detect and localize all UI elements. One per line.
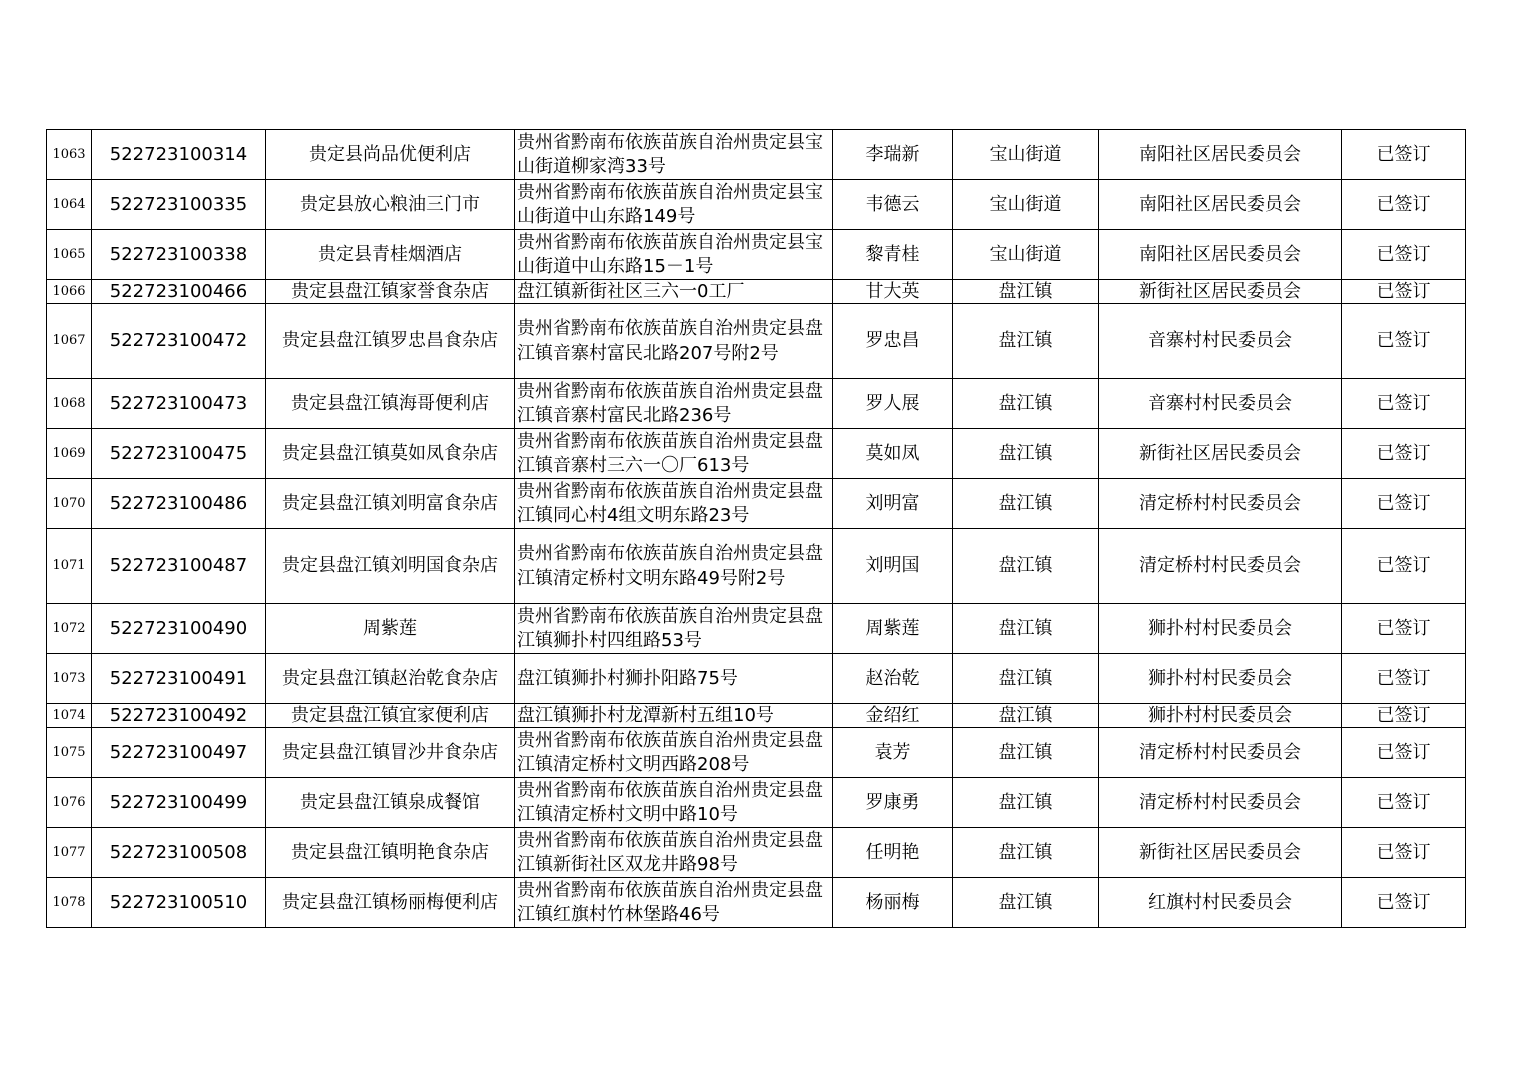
sign-status: 已签订: [1342, 280, 1466, 304]
store-address: 贵州省黔南布依族苗族自治州贵定县盘江镇红旗村竹林堡路46号: [515, 878, 833, 928]
store-address: 贵州省黔南布依族苗族自治州贵定县宝山街道中山东路149号: [515, 180, 833, 230]
committee-name: 南阳社区居民委员会: [1099, 230, 1342, 280]
committee-name: 狮扑村村民委员会: [1099, 704, 1342, 728]
owner-name: 罗人展: [833, 379, 953, 429]
owner-name: 罗康勇: [833, 778, 953, 828]
store-name: 周紫莲: [266, 604, 515, 654]
row-index: 1063: [47, 130, 92, 180]
store-name: 贵定县盘江镇海哥便利店: [266, 379, 515, 429]
license-code: 522723100472: [92, 304, 266, 379]
town-name: 盘江镇: [953, 304, 1099, 379]
license-code: 522723100475: [92, 429, 266, 479]
owner-name: 刘明国: [833, 529, 953, 604]
committee-name: 新街社区居民委员会: [1099, 828, 1342, 878]
store-address: 贵州省黔南布依族苗族自治州贵定县宝山街道柳家湾33号: [515, 130, 833, 180]
table-row: [47, 654, 1466, 704]
committee-name: 新街社区居民委员会: [1099, 280, 1342, 304]
store-name: 贵定县盘江镇冒沙井食杂店: [266, 728, 515, 778]
committee-name: 新街社区居民委员会: [1099, 429, 1342, 479]
store-address: 贵州省黔南布依族苗族自治州贵定县盘江镇音寨村富民北路207号附2号: [515, 304, 833, 379]
town-name: 宝山街道: [953, 130, 1099, 180]
table-row: [47, 379, 1466, 429]
owner-name: 任明艳: [833, 828, 953, 878]
committee-name: 狮扑村村民委员会: [1099, 654, 1342, 704]
store-name: 贵定县尚品优便利店: [266, 130, 515, 180]
store-name: 贵定县盘江镇杨丽梅便利店: [266, 878, 515, 928]
row-index: 1070: [47, 479, 92, 529]
owner-name: 金绍红: [833, 704, 953, 728]
sign-status: 已签订: [1342, 604, 1466, 654]
owner-name: 赵治乾: [833, 654, 953, 704]
committee-name: 南阳社区居民委员会: [1099, 180, 1342, 230]
owner-name: 李瑞新: [833, 130, 953, 180]
table-row: [47, 304, 1466, 379]
row-index: 1074: [47, 704, 92, 728]
store-address: 贵州省黔南布依族苗族自治州贵定县盘江镇同心村4组文明东路23号: [515, 479, 833, 529]
row-index: 1066: [47, 280, 92, 304]
store-name: 贵定县盘江镇刘明国食杂店: [266, 529, 515, 604]
committee-name: 清定桥村村民委员会: [1099, 728, 1342, 778]
sign-status: 已签订: [1342, 130, 1466, 180]
sign-status: 已签订: [1342, 654, 1466, 704]
license-code: 522723100490: [92, 604, 266, 654]
store-address: 盘江镇狮扑村狮扑阳路75号: [515, 654, 833, 704]
license-code: 522723100466: [92, 280, 266, 304]
owner-name: 周紫莲: [833, 604, 953, 654]
store-name: 贵定县青桂烟酒店: [266, 230, 515, 280]
row-index: 1077: [47, 828, 92, 878]
row-index: 1065: [47, 230, 92, 280]
row-index: 1072: [47, 604, 92, 654]
table-row: [47, 778, 1466, 828]
table-row: [47, 529, 1466, 604]
owner-name: 罗忠昌: [833, 304, 953, 379]
sign-status: 已签订: [1342, 379, 1466, 429]
store-name: 贵定县盘江镇莫如凤食杂店: [266, 429, 515, 479]
table-body: [47, 130, 1466, 928]
row-index: 1078: [47, 878, 92, 928]
table-row: [47, 728, 1466, 778]
license-code: 522723100338: [92, 230, 266, 280]
owner-name: 莫如凤: [833, 429, 953, 479]
store-name: 贵定县盘江镇泉成餐馆: [266, 778, 515, 828]
store-address: 贵州省黔南布依族苗族自治州贵定县盘江镇清定桥村文明中路10号: [515, 778, 833, 828]
sign-status: 已签订: [1342, 479, 1466, 529]
license-code: 522723100499: [92, 778, 266, 828]
license-code: 522723100335: [92, 180, 266, 230]
sign-status: 已签订: [1342, 304, 1466, 379]
owner-name: 韦德云: [833, 180, 953, 230]
committee-name: 南阳社区居民委员会: [1099, 130, 1342, 180]
store-address: 贵州省黔南布依族苗族自治州贵定县盘江镇音寨村富民北路236号: [515, 379, 833, 429]
license-code: 522723100497: [92, 728, 266, 778]
store-name: 贵定县盘江镇赵治乾食杂店: [266, 654, 515, 704]
row-index: 1075: [47, 728, 92, 778]
town-name: 宝山街道: [953, 230, 1099, 280]
committee-name: 清定桥村村民委员会: [1099, 479, 1342, 529]
store-name: 贵定县盘江镇明艳食杂店: [266, 828, 515, 878]
committee-name: 狮扑村村民委员会: [1099, 604, 1342, 654]
town-name: 盘江镇: [953, 429, 1099, 479]
sign-status: 已签订: [1342, 828, 1466, 878]
store-name: 贵定县盘江镇家誉食杂店: [266, 280, 515, 304]
table-row: [47, 180, 1466, 230]
sign-status: 已签订: [1342, 230, 1466, 280]
sign-status: 已签订: [1342, 778, 1466, 828]
table-row: [47, 828, 1466, 878]
row-index: 1068: [47, 379, 92, 429]
owner-name: 甘大英: [833, 280, 953, 304]
store-name: 贵定县盘江镇罗忠昌食杂店: [266, 304, 515, 379]
sign-status: 已签订: [1342, 704, 1466, 728]
license-code: 522723100314: [92, 130, 266, 180]
store-address: 盘江镇新街社区三六一0工厂: [515, 280, 833, 304]
row-index: 1064: [47, 180, 92, 230]
store-address: 贵州省黔南布依族苗族自治州贵定县盘江镇音寨村三六一〇厂613号: [515, 429, 833, 479]
committee-name: 清定桥村村民委员会: [1099, 529, 1342, 604]
town-name: 盘江镇: [953, 778, 1099, 828]
license-code: 522723100486: [92, 479, 266, 529]
license-code: 522723100510: [92, 878, 266, 928]
store-name: 贵定县盘江镇宜家便利店: [266, 704, 515, 728]
town-name: 盘江镇: [953, 529, 1099, 604]
town-name: 盘江镇: [953, 379, 1099, 429]
store-address: 贵州省黔南布依族苗族自治州贵定县盘江镇新街社区双龙井路98号: [515, 828, 833, 878]
table-row: [47, 604, 1466, 654]
table-row: [47, 130, 1466, 180]
town-name: 盘江镇: [953, 878, 1099, 928]
sign-status: 已签订: [1342, 180, 1466, 230]
license-code: 522723100487: [92, 529, 266, 604]
committee-name: 音寨村村民委员会: [1099, 379, 1342, 429]
table-row: [47, 878, 1466, 928]
store-name: 贵定县盘江镇刘明富食杂店: [266, 479, 515, 529]
row-index: 1067: [47, 304, 92, 379]
store-address: 贵州省黔南布依族苗族自治州贵定县盘江镇清定桥村文明东路49号附2号: [515, 529, 833, 604]
town-name: 盘江镇: [953, 280, 1099, 304]
store-address: 贵州省黔南布依族苗族自治州贵定县宝山街道中山东路15－1号: [515, 230, 833, 280]
table-row: [47, 230, 1466, 280]
license-code: 522723100473: [92, 379, 266, 429]
store-address: 盘江镇狮扑村龙潭新村五组10号: [515, 704, 833, 728]
table-row: [47, 280, 1466, 304]
town-name: 盘江镇: [953, 479, 1099, 529]
committee-name: 音寨村村民委员会: [1099, 304, 1342, 379]
store-registry-table: [46, 129, 1466, 928]
license-code: 522723100491: [92, 654, 266, 704]
table-row: [47, 429, 1466, 479]
row-index: 1069: [47, 429, 92, 479]
town-name: 宝山街道: [953, 180, 1099, 230]
town-name: 盘江镇: [953, 704, 1099, 728]
license-code: 522723100492: [92, 704, 266, 728]
town-name: 盘江镇: [953, 728, 1099, 778]
owner-name: 袁芳: [833, 728, 953, 778]
row-index: 1076: [47, 778, 92, 828]
table-row: [47, 479, 1466, 529]
town-name: 盘江镇: [953, 654, 1099, 704]
owner-name: 杨丽梅: [833, 878, 953, 928]
row-index: 1071: [47, 529, 92, 604]
committee-name: 清定桥村村民委员会: [1099, 778, 1342, 828]
store-name: 贵定县放心粮油三门市: [266, 180, 515, 230]
sign-status: 已签订: [1342, 728, 1466, 778]
store-address: 贵州省黔南布依族苗族自治州贵定县盘江镇清定桥村文明西路208号: [515, 728, 833, 778]
town-name: 盘江镇: [953, 828, 1099, 878]
owner-name: 刘明富: [833, 479, 953, 529]
sign-status: 已签订: [1342, 878, 1466, 928]
store-address: 贵州省黔南布依族苗族自治州贵定县盘江镇狮扑村四组路53号: [515, 604, 833, 654]
owner-name: 黎青桂: [833, 230, 953, 280]
sign-status: 已签订: [1342, 529, 1466, 604]
license-code: 522723100508: [92, 828, 266, 878]
table-row: [47, 704, 1466, 728]
town-name: 盘江镇: [953, 604, 1099, 654]
committee-name: 红旗村村民委员会: [1099, 878, 1342, 928]
row-index: 1073: [47, 654, 92, 704]
sign-status: 已签订: [1342, 429, 1466, 479]
